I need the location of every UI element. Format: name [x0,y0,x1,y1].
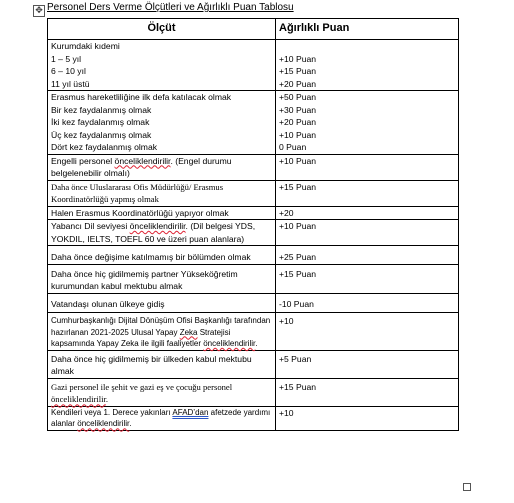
table-row [48,406,459,430]
criterion-line: 1 – 5 yıl [51,53,82,64]
points-cell: +25 Puan [276,246,459,265]
table-resize-handle[interactable] [463,483,471,491]
points-cell [276,91,459,155]
points-cell: +15 Puan [276,378,459,406]
criterion-cell [48,313,276,351]
table-row [48,246,459,265]
criterion-text: . [105,394,109,405]
table-row [48,293,459,313]
points-cell: -10 Puan [276,293,459,313]
spelling-flag: AFAD’dan [172,407,209,417]
points-line: 0 Puan [279,142,307,152]
criterion-cell: Halen Erasmus Koordinatörlüğü yapıyor olmak [48,206,276,220]
table-row [48,313,459,351]
table-row [48,154,459,180]
criterion-text: . [255,339,258,349]
criterion-line: Kurumdaki kıdemi [51,41,120,51]
criterion-text: Kendileri veya 1. Derece yakınları [51,407,173,417]
criterion-cell [48,378,276,406]
criteria-table [47,18,459,431]
spelling-flag: önceliklendirilir [51,394,106,405]
criterion-text: Cumhurbaşkanlığı Dijital Dönüşüm Ofisi Başkanlığı tarafından hazırlanan 2021-2025 Ulusal Yapay [51,316,271,337]
points-line: +15 Puan [279,66,317,76]
table-move-handle[interactable]: ✥ [33,5,45,17]
table-row [48,180,459,206]
criterion-cell: Daha önce hiç gidilmemiş bir ülkeden kabul mektubu almak [48,350,276,378]
points-cell: +10 [276,406,459,430]
criterion-cell: Daha önce değişime katılmamış bir bölümden olmak [48,246,276,265]
criterion-line: 11 yıl üstü [51,78,90,89]
criterion-line: 6 – 10 yıl [51,66,86,76]
criterion-cell [48,406,276,430]
points-cell [276,40,459,91]
criterion-line: Bir kez faydalanmış olmak [51,104,152,115]
points-line: +10 Puan [279,53,317,64]
criterion-text: Stratejisi kapsamında Yapay Zeka ile ilgili faaliyetler [51,327,231,349]
spelling-flag: önceliklendirilir [77,419,130,429]
criterion-cell [48,91,276,155]
points-cell: +10 [276,313,459,351]
criterion-line: Erasmus hareketliliğine ilk defa katılacak olmak [51,92,232,102]
table-row [48,220,459,246]
criterion-text: Engelli personel [51,155,115,166]
points-line [279,40,455,53]
points-line: +10 Puan [279,129,317,140]
points-line: +50 Puan [279,92,317,102]
points-line: +20 Puan [279,117,317,127]
spelling-flag: önceliklendirilir [129,221,186,231]
spelling-flag: Zeka [179,327,198,337]
points-line: +30 Puan [279,104,317,115]
table-row [48,350,459,378]
points-cell: +15 Puan [276,180,459,206]
criterion-cell [48,220,276,246]
criterion-cell [48,154,276,180]
criterion-text: . [129,419,132,429]
points-cell: +10 Puan [276,154,459,180]
criterion-cell: Daha önce hiç gidilmemiş partner Yükseköğretim kurumundan kabul mektubu almak [48,264,276,293]
spelling-flag: önceliklendirilir [114,155,171,166]
criterion-text: Yabancı Dil seviyesi [51,221,130,231]
points-header: Ağırlıklı Puan [276,19,459,40]
criterion-line: Üç kez faydalanmış olmak [51,129,152,140]
table-row [48,378,459,406]
document-title: Personel Ders Verme Ölçütleri ve Ağırlıklı Puan Tablosu [47,2,294,13]
points-line: +20 Puan [279,78,317,89]
table-row [48,264,459,293]
points-cell: +10 Puan [276,220,459,246]
table-header-row [48,19,459,40]
table-row [48,206,459,220]
spelling-flag: önceliklendirilir [203,339,256,349]
points-cell: +15 Puan [276,264,459,293]
points-cell: +5 Puan [276,350,459,378]
table-row [48,40,459,91]
criterion-cell [48,40,276,91]
criterion-line: Dört kez faydalanmış olmak [51,142,158,152]
criterion-text: afetzede yardımı alanlar [51,407,271,429]
table-row [48,91,459,155]
criterion-text: . (Dil belgesi YDS, YOKDIL, IELTS, TOEFL 60 ve üzeri puan alanlara) [51,221,256,244]
criterion-text: Gazi personel ile şehit ve gazi eş ve çocuğu personel [51,381,233,392]
criterion-cell: Daha önce Uluslararası Ofis Müdürlüğü/ Erasmus Koordinatörlüğü yapmış olmak [48,180,276,206]
criterion-text: . (Engel durumu belgelenebilir olmalı) [51,155,232,178]
criterion-cell: Vatandaşı olunan ülkeye gidiş [48,293,276,313]
points-cell: +20 [276,206,459,220]
criterion-line: İki kez faydalanmış olmak [51,117,150,127]
criterion-header: Ölçüt [48,19,276,40]
